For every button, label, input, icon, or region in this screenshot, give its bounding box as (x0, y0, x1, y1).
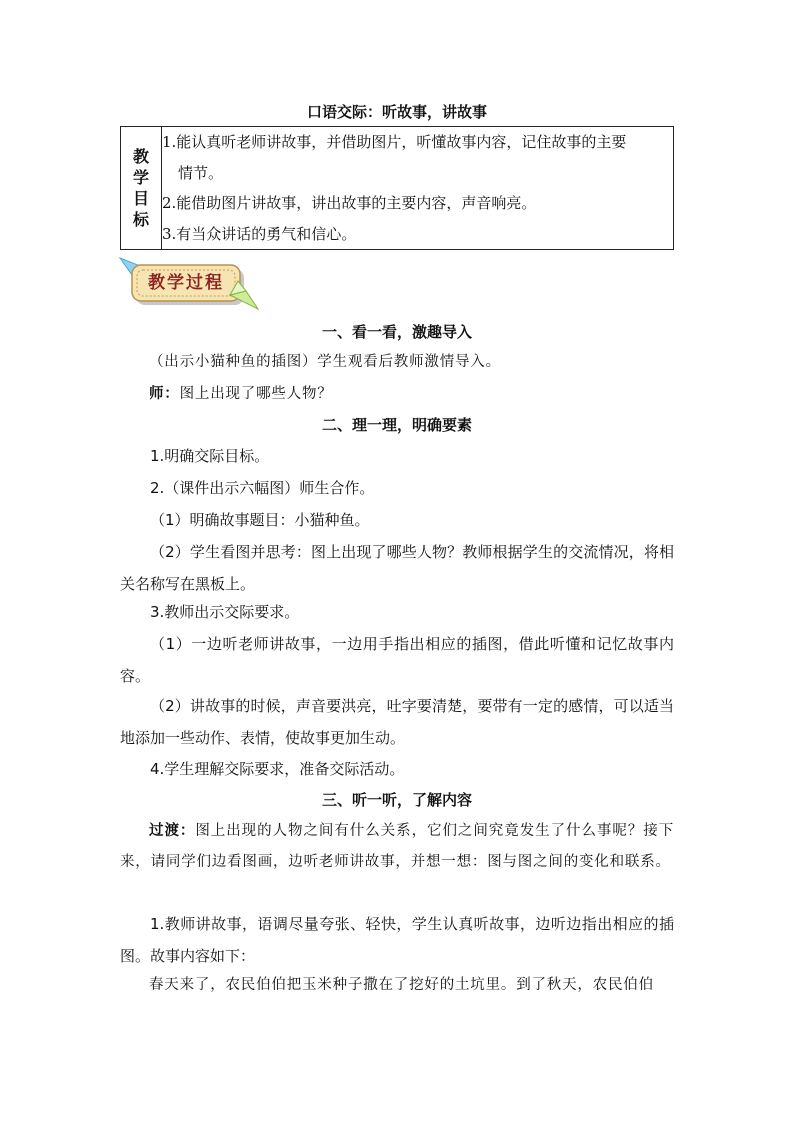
teacher-question: 图上出现了哪些人物？ (179, 386, 333, 402)
section-heading-3: 三、听一听，了解内容 (321, 791, 472, 809)
goals-content-cell (162, 127, 674, 250)
section-2-paragraph-8: 4.学生理解交际要求，准备交际活动。 (150, 760, 405, 778)
badge-label: 教学过程 (148, 273, 224, 293)
teacher-lead-label: 师： (149, 385, 180, 402)
section-heading-2: 二、理一理，明确要素 (321, 416, 472, 434)
section-1-paragraph-2 (120, 378, 674, 411)
section-2-paragraph-6: （1）一边听老师讲故事，一边用手指出相应的插图，借此听懂和记忆故事内容。 (120, 635, 674, 685)
section-2-paragraph-5: 3.教师出示交际要求。 (150, 603, 300, 621)
section-2-paragraph-4: （2）学生看图并思考：图上出现了哪些人物？教师根据学生的交流情况，将相关名称写在黑板上。 (120, 543, 674, 593)
section-2-paragraph-7: （2）讲故事的时候，声音要洪亮，吐字要清楚，要带有一定的感情，可以适当地添加一些动作、表情，使故事更加生动。 (120, 697, 674, 747)
transition-text: 图上出现的人物之间有什么关系，它们之间究竟发生了什么事呢？接下来，请同学们边看图画，边听老师讲故事，并想一想：图与图之间的变化和联系。 (120, 823, 675, 870)
teaching-process-badge (118, 255, 260, 315)
section-heading-1: 一、看一看，激趣导入 (321, 323, 472, 341)
transition-lead-label: 过渡： (149, 822, 196, 839)
goal-item-1-continued: 情节。 (178, 163, 224, 182)
page-title: 口语交际：听故事，讲故事 (306, 103, 487, 121)
section-2-paragraph-3: （1）明确故事题目：小猫种鱼。 (150, 511, 370, 529)
section-1-paragraph-1: （出示小猫种鱼的插图）学生观看后教师激情导入。 (149, 354, 501, 370)
goals-label-cell (121, 127, 162, 250)
goals-label-char: 标 (132, 210, 149, 229)
teaching-goals-table (120, 126, 674, 250)
section-2-paragraph-2: 2.（课件出示六幅图）师生合作。 (150, 479, 375, 497)
goals-label-char: 教 (132, 147, 149, 166)
section-3-paragraph-2: 1.教师讲故事，语调尽量夸张、轻快，学生认真听故事，边听边指出相应的插图。故事内容如下： (120, 915, 674, 965)
section-3-paragraph-1 (120, 815, 674, 878)
section-3-paragraph-3: 春天来了，农民伯伯把玉米种子撒在了挖好的土坑里。到了秋天，农民伯伯 (149, 977, 654, 993)
goal-item-2: 2.能借助图片讲故事，讲出故事的主要内容，声音响亮。 (162, 194, 537, 212)
goal-item-3: 3.有当众讲话的勇气和信心。 (162, 224, 357, 243)
goals-label-char: 学 (132, 168, 149, 187)
goals-label-char: 目 (132, 189, 149, 208)
goal-item-1: 1.能认真听老师讲故事，并借助图片，听懂故事内容，记住故事的主要 (162, 133, 627, 151)
section-2-paragraph-1: 1.明确交际目标。 (150, 447, 270, 465)
